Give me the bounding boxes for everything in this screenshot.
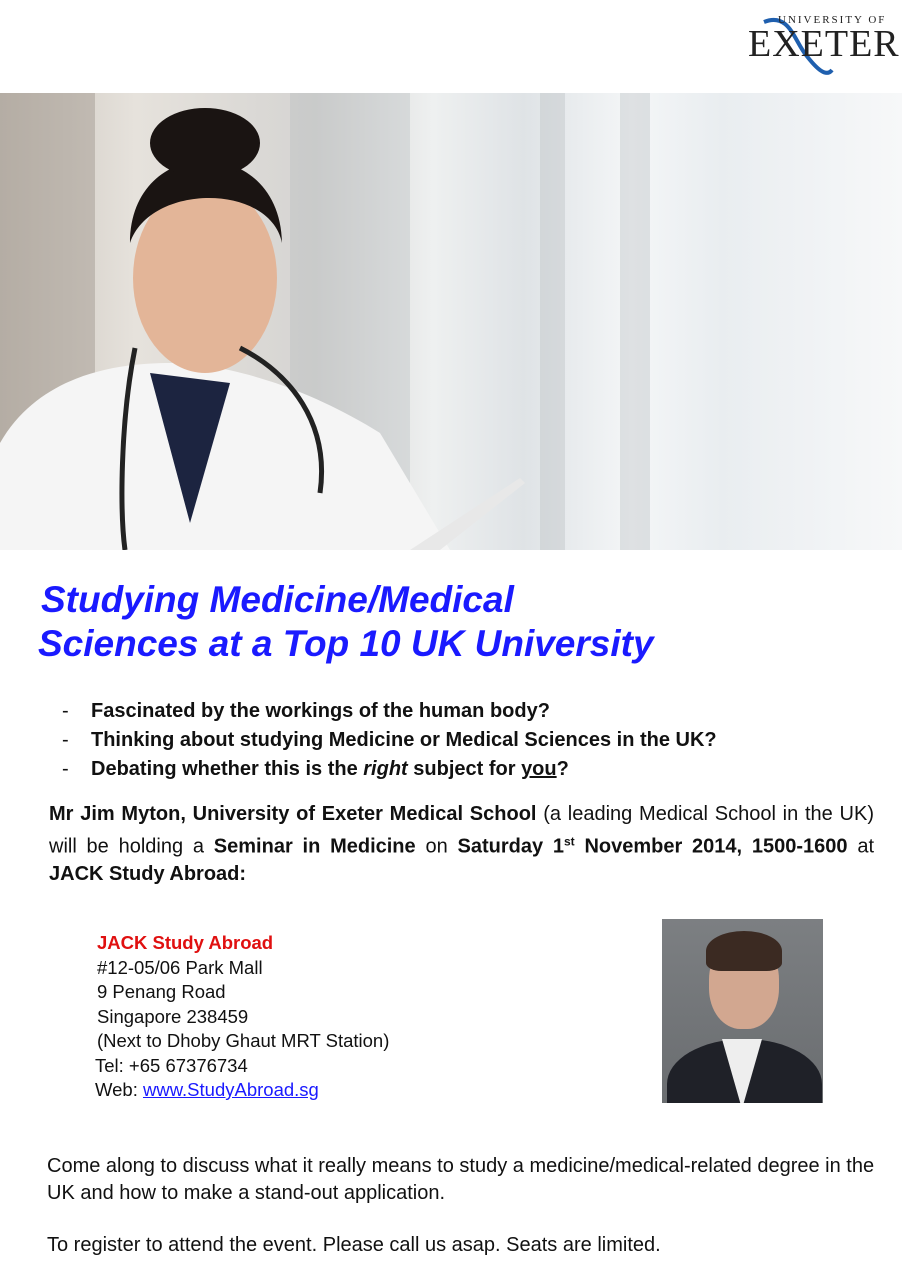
website-link[interactable]: www.StudyAbroad.sg bbox=[142, 1079, 319, 1100]
event-name: Seminar in Medicine bbox=[213, 835, 416, 858]
page-title bbox=[38, 578, 654, 666]
logo-text-main: EXETER bbox=[748, 23, 900, 65]
list-item bbox=[62, 697, 717, 726]
hero-photo-doctor bbox=[0, 93, 902, 550]
title-line-1: Studying Medicine/Medical bbox=[41, 579, 514, 620]
bullet-text: subject for bbox=[407, 758, 522, 780]
question-list bbox=[62, 697, 717, 784]
address-line: (Next to Dhoby Ghaut MRT Station) bbox=[97, 1030, 390, 1051]
bullet-text: ? bbox=[556, 758, 569, 780]
doctor-figure bbox=[0, 93, 902, 550]
title-line-2: Sciences at a Top 10 UK University bbox=[38, 623, 654, 664]
venue-address bbox=[97, 931, 389, 1103]
university-logo bbox=[744, 10, 900, 80]
bullet-text: Debating whether this is the bbox=[91, 758, 364, 780]
bullet-dash: - bbox=[62, 729, 69, 751]
event-date: Saturday 1 bbox=[457, 835, 564, 858]
date-suffix: st bbox=[563, 834, 575, 848]
event-venue: JACK Study Abroad: bbox=[49, 862, 247, 885]
bullet-emphasis: right bbox=[363, 758, 408, 780]
address-line: 9 Penang Road bbox=[97, 981, 226, 1002]
venue-name: JACK Study Abroad bbox=[97, 932, 274, 953]
speaker-photo bbox=[662, 919, 823, 1103]
list-item bbox=[62, 755, 717, 784]
address-line: Singapore 238459 bbox=[97, 1005, 249, 1027]
speaker: Mr Jim Myton, University of Exeter Medical School bbox=[49, 803, 537, 825]
description-paragraph: Come along to discuss what it really means to study a medicine/medical-related degree in the UK and how to make a stand-out application. bbox=[47, 1155, 875, 1204]
telephone: Tel: +65 67376734 bbox=[95, 1054, 248, 1076]
intro-text: (a leading Medical School in the UK) will be holding a bbox=[49, 803, 874, 858]
event-date-time: November 2014, 1500-1600 bbox=[574, 835, 848, 858]
bullet-text: Fascinated by the workings of the human body? bbox=[91, 700, 550, 722]
address-line: #12-05/06 Park Mall bbox=[97, 956, 263, 978]
intro-text: at bbox=[847, 835, 874, 858]
list-item bbox=[62, 726, 717, 755]
intro-text: on bbox=[415, 835, 458, 858]
bullet-underline: you bbox=[521, 758, 557, 780]
bullet-text: Thinking about studying Medicine or Medical Sciences in the UK? bbox=[91, 729, 717, 751]
seminar-intro bbox=[49, 801, 874, 888]
registration-paragraph: To register to attend the event. Please call us asap. Seats are limited. bbox=[47, 1234, 661, 1256]
bullet-dash: - bbox=[62, 758, 69, 780]
bullet-dash: - bbox=[62, 700, 69, 722]
website-label: Web: bbox=[95, 1079, 143, 1100]
website bbox=[95, 1078, 389, 1103]
logo-text-top: UNIVERSITY OF bbox=[778, 14, 887, 26]
